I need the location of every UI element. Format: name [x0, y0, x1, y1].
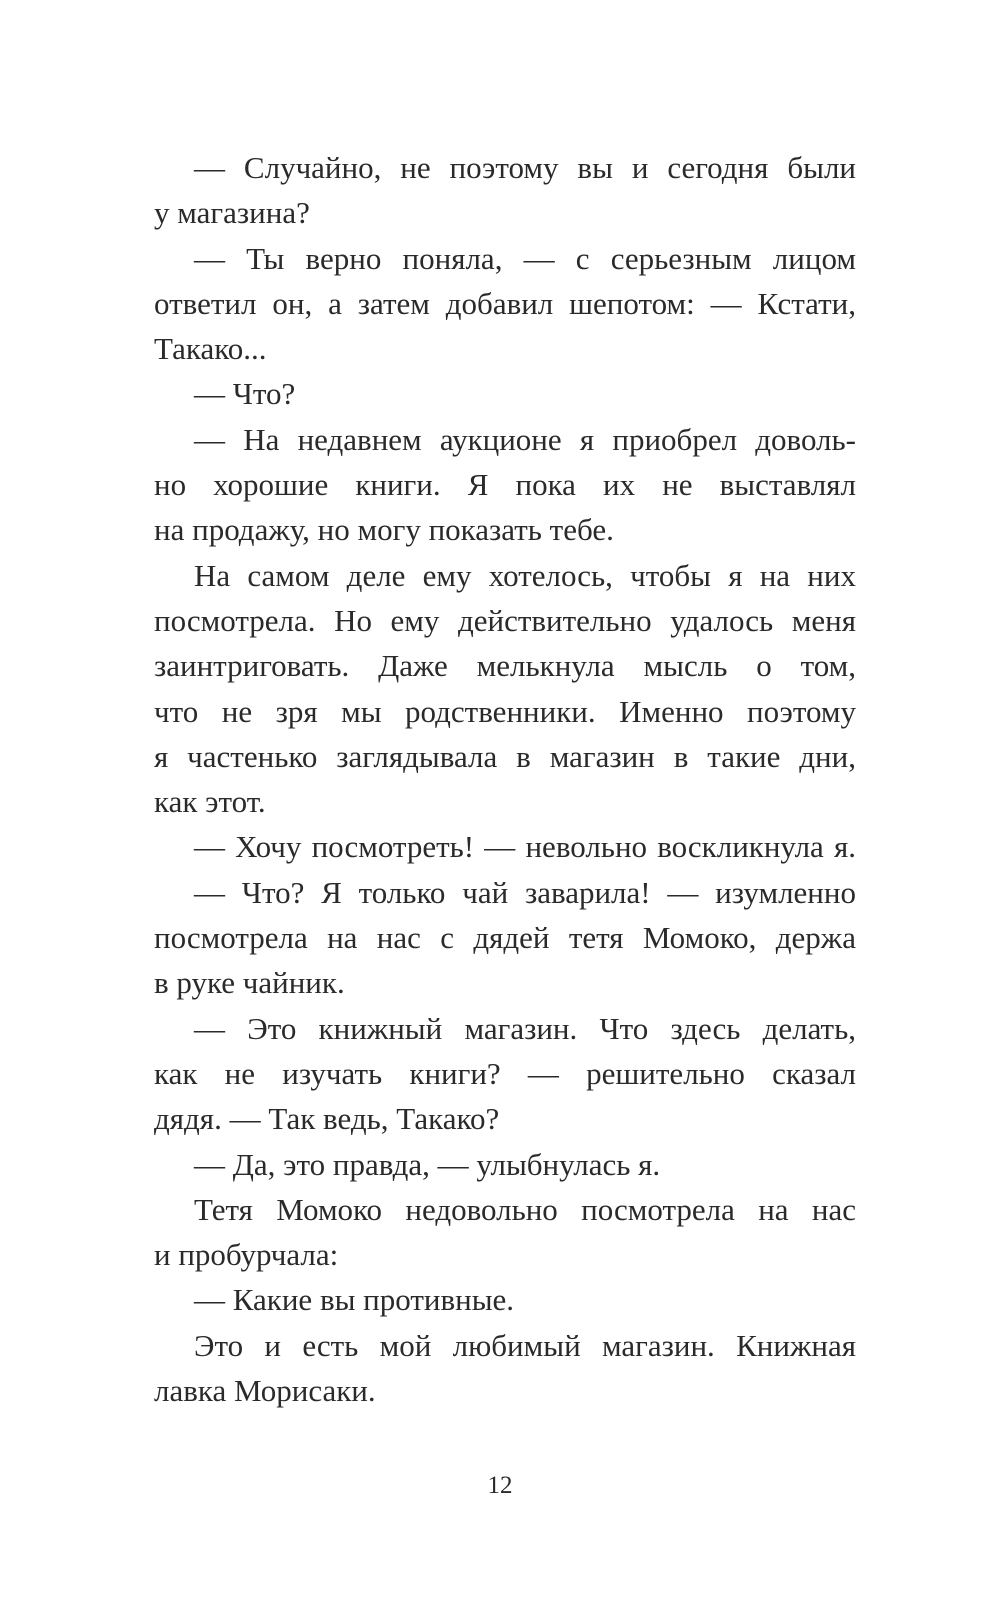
- text-line: — Да, это правда, — улыбнулась я.: [194, 1146, 661, 1182]
- text-line: и пробурчала:: [154, 1237, 339, 1273]
- text-line: у магазина?: [154, 195, 310, 231]
- text-line: Такако...: [154, 331, 267, 367]
- text-line: Это и есть мой любимый магазин. Книжная: [194, 1327, 856, 1363]
- text-line: Тетя Момоко недовольно посмотрела на нас: [194, 1191, 856, 1227]
- text-line: — Ты верно поняла, — с серьезным лицом: [194, 240, 856, 276]
- text-line: ответил он, а затем добавил шепотом: — Кстати,: [154, 285, 856, 321]
- text-line: — Случайно, не поэтому вы и сегодня были: [194, 150, 856, 185]
- text-line: как не изучать книги? — решительно сказал: [154, 1055, 856, 1091]
- text-line: посмотрела на нас с дядей тетя Момоко, держа: [154, 920, 856, 956]
- text-line: в руке чайник.: [154, 965, 345, 1001]
- text-line: что не зря мы родственники. Именно поэтому: [154, 693, 856, 729]
- text-line: заинтриговать. Даже мелькнула мысль о том,: [154, 648, 856, 684]
- text-line: На самом деле ему хотелось, чтобы я на них: [194, 557, 856, 593]
- text-line: — Какие вы противные.: [194, 1282, 515, 1318]
- text-line: — Это книжный магазин. Что здесь делать,: [194, 1010, 856, 1046]
- body-text: [154, 145, 856, 1413]
- text-line: как этот.: [154, 784, 266, 820]
- text-line: я частенько заглядывала в магазин в такие дни,: [154, 738, 856, 774]
- text-line: лавка Морисаки.: [154, 1373, 376, 1409]
- text-line: дядя. — Так ведь, Такако?: [154, 1101, 500, 1137]
- text-line: посмотрела. Но ему действительно удалось меня: [154, 602, 856, 638]
- text-line: но хорошие книги. Я пока их не выставлял: [154, 467, 856, 503]
- text-line: — Что? Я только чай заварила! — изумленно: [194, 874, 856, 910]
- text-line: — На недавнем аукционе я приобрел доволь-: [194, 421, 856, 457]
- page-number: 12: [487, 1472, 513, 1499]
- text-line: на продажу, но могу показать тебе.: [154, 512, 614, 548]
- text-line: — Что?: [194, 376, 296, 412]
- text-line: — Хочу посмотреть! — невольно воскликнула я.: [194, 829, 856, 865]
